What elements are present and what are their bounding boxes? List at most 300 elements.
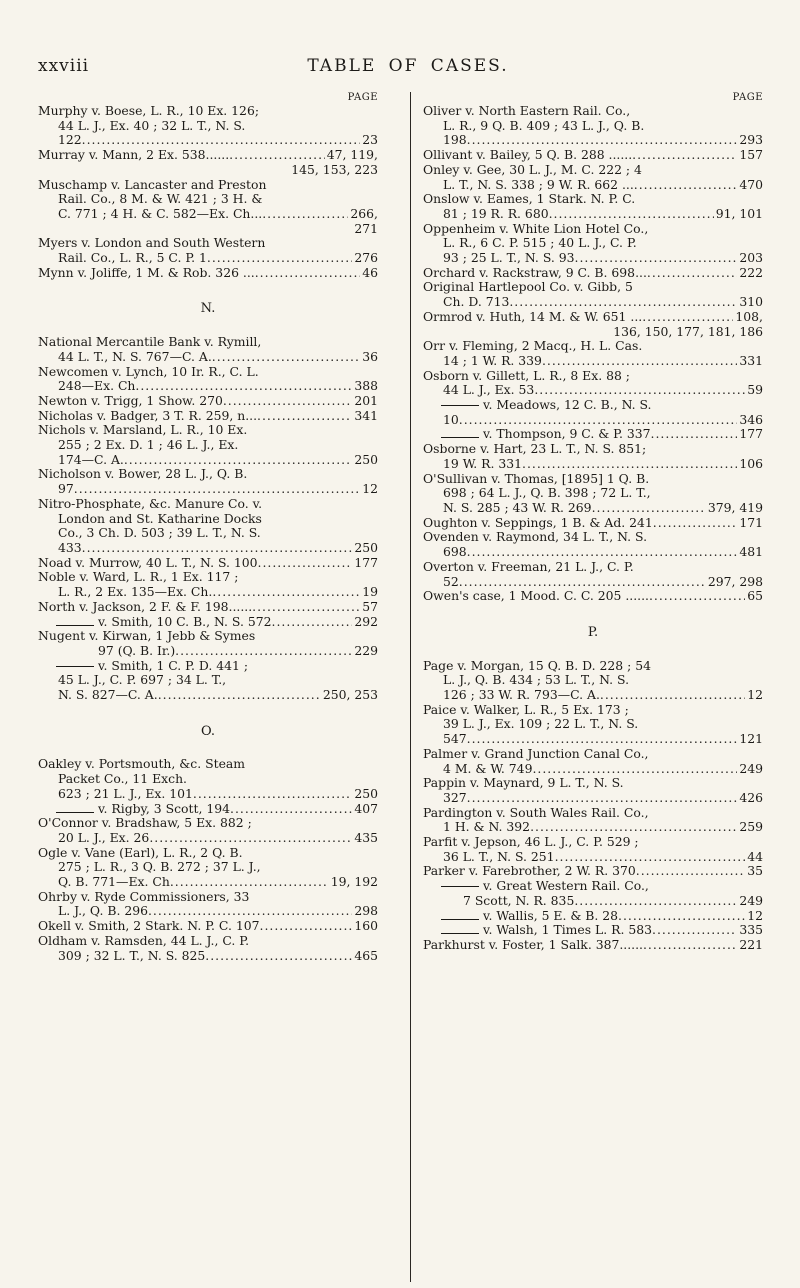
case-line: Nicholson v. Bower, 28 L. J., Q. B.	[38, 466, 248, 482]
case-line: Noble v. Ward, L. R., 1 Ex. 117 ;	[38, 569, 239, 585]
case-line: Oakley v. Portsmouth, &c. Steam	[38, 756, 246, 772]
page-number: 250	[354, 539, 378, 555]
case-line: L. R., 6 C. P. 515 ; 40 L. J., C. P.	[443, 235, 637, 251]
page-number: 341	[354, 407, 378, 423]
case-entry	[423, 104, 763, 148]
page-title: TABLE OF CASES.	[307, 56, 509, 76]
case-reference-row	[423, 427, 763, 442]
dot-leader	[205, 949, 352, 964]
case-citation: 248—Ex. Ch	[58, 378, 136, 394]
case-citation: Murray v. Mann, 2 Ex. 538......	[38, 147, 230, 163]
case-citation: Orchard v. Rackstraw, 9 C. B. 698...	[423, 264, 647, 280]
case-entry	[423, 703, 763, 747]
case-entry	[423, 398, 763, 427]
case-entry	[423, 530, 763, 559]
case-reference-row	[423, 820, 763, 835]
case-reference-row	[423, 688, 763, 703]
ditto-dash	[441, 919, 479, 920]
page-number: 292	[354, 613, 378, 629]
case-citation: Parker v. Farebrother, 2 W. R. 370	[423, 863, 636, 879]
case-entry	[38, 394, 378, 409]
case-line: L. R., 9 Q. B. 409 ; 43 L. J., Q. B.	[443, 117, 645, 133]
dot-leader	[618, 909, 745, 924]
case-reference-row	[38, 266, 378, 281]
page-number: 379, 419	[707, 499, 763, 515]
case-line: Pardington v. South Wales Rail. Co.,	[423, 804, 649, 820]
ditto-dash	[441, 405, 479, 406]
page-number: 293	[739, 132, 763, 148]
page-number: 331	[739, 352, 763, 368]
case-line: 698 ; 64 L. J., Q. B. 398 ; 72 L. T.,	[443, 485, 651, 501]
case-citation: 698	[443, 544, 467, 560]
case-citation: C. 771 ; 4 H. & C. 582—Ex. Ch...	[58, 205, 263, 221]
case-line: National Mercantile Bank v. Rymill,	[38, 334, 262, 350]
case-citation: 20 L. J., Ex. 26	[58, 829, 150, 845]
case-reference-row	[38, 875, 378, 890]
case-entry	[38, 104, 378, 148]
dot-leader	[207, 251, 352, 266]
dot-leader	[600, 688, 745, 703]
case-text: v. Smith, 1 C. P. D. 441 ;	[98, 657, 249, 673]
case-entry	[423, 266, 763, 281]
dot-leader	[229, 148, 325, 163]
case-line: Nugent v. Kirwan, 1 Jebb & Symes	[38, 628, 256, 644]
case-reference-row	[38, 644, 378, 659]
case-line: Onley v. Gee, 30 L. J., M. C. 222 ; 4	[423, 161, 642, 177]
page-number: 249	[739, 760, 763, 776]
page-number: 346	[739, 411, 763, 427]
case-entry	[423, 369, 763, 398]
case-reference-row	[423, 864, 763, 879]
case-entry	[423, 192, 763, 221]
case-line: Oldham v. Ramsden, 44 L. J., C. P.	[38, 932, 250, 948]
case-entry	[423, 148, 763, 163]
page-number: 259	[739, 819, 763, 835]
dot-leader	[223, 394, 352, 409]
case-line: Overton v. Freeman, 21 L. J., C. P.	[423, 558, 634, 574]
dot-leader	[257, 409, 352, 424]
dot-leader	[642, 310, 733, 325]
dot-leader	[530, 820, 737, 835]
case-citation: Ch. D. 713	[443, 294, 510, 310]
case-entry	[423, 659, 763, 703]
case-entry	[423, 339, 763, 368]
case-citation: 7 Scott, N. R. 835	[463, 892, 575, 908]
case-citation: 309 ; 32 L. T., N. S. 825	[58, 947, 206, 963]
page-number: 57	[362, 598, 378, 614]
page-folio: xxviii	[38, 56, 90, 76]
case-citation: Ollivant v. Bailey, 5 Q. B. 288 ......	[423, 147, 633, 163]
case-citation: N. S. 827—C. A.	[58, 687, 158, 703]
case-entry	[38, 556, 378, 571]
case-citation: 623 ; 21 L. J., Ex. 101	[58, 785, 193, 801]
case-line: Original Hartlepool Co. v. Gibb, 5	[423, 279, 633, 295]
dot-leader	[574, 894, 737, 909]
dot-leader	[542, 354, 737, 369]
case-citation: v. Walsh, 1 Times L. R. 583	[483, 922, 653, 938]
case-citation: v. Thompson, 9 C. & P. 337	[483, 426, 651, 442]
case-line: Paice v. Walker, L. R., 5 Ex. 173 ;	[423, 701, 629, 717]
page-number: 177	[739, 426, 763, 442]
dot-leader	[534, 383, 745, 398]
case-reference-row	[38, 453, 378, 468]
case-citation: v. Rigby, 3 Scott, 194	[98, 800, 230, 816]
case-reference-row	[38, 831, 378, 846]
ditto-dash	[56, 812, 94, 813]
ditto-dash	[56, 625, 94, 626]
case-citation: 1 H. & N. 392	[443, 819, 531, 835]
page-number: 12	[362, 481, 378, 497]
page-number: 266,	[350, 205, 378, 221]
case-reference-row	[423, 133, 763, 148]
case-reference-row	[423, 148, 763, 163]
case-entry	[38, 266, 378, 281]
case-entry	[38, 365, 378, 394]
case-line: Oliver v. North Eastern Rail. Co.,	[423, 103, 631, 118]
case-entry	[423, 163, 763, 192]
dot-leader	[170, 875, 329, 890]
page-number: 171	[739, 514, 763, 530]
dot-leader	[149, 831, 352, 846]
page-number: 160	[354, 918, 378, 934]
case-line: Co., 3 Ch. D. 503 ; 39 L. T., N. S.	[58, 525, 261, 541]
page-number: 388	[354, 378, 378, 394]
case-line: 45 L. J., C. P. 697 ; 34 L. T.,	[58, 672, 227, 688]
case-reference-row	[423, 207, 763, 222]
case-citation: 4 M. & W. 749	[443, 760, 533, 776]
case-line: 39 L. J., Ex. 109 ; 22 L. T., N. S.	[443, 716, 639, 732]
case-text: v. Meadows, 12 C. B., N. S.	[483, 397, 652, 413]
case-citation: 10	[443, 411, 459, 427]
case-line: O'Connor v. Bradshaw, 5 Ex. 882 ;	[38, 815, 252, 831]
dot-leader	[193, 787, 352, 802]
case-citation: Parkhurst v. Foster, 1 Salk. 387......	[423, 936, 643, 952]
case-entry	[38, 846, 378, 890]
case-citation: 93 ; 25 L. T., N. S. 93	[443, 250, 575, 266]
case-reference-row	[423, 383, 763, 398]
dot-leader	[636, 864, 745, 879]
case-reference-row	[38, 409, 378, 424]
page-number: 470	[739, 176, 763, 192]
case-entry	[423, 879, 763, 908]
case-line: Ogle v. Vane (Earl), L. R., 2 Q. B.	[38, 844, 243, 860]
case-text: v. Great Western Rail. Co.,	[483, 878, 649, 894]
case-entry	[38, 600, 378, 615]
case-reference-row	[423, 295, 763, 310]
page-number: 46	[362, 264, 378, 280]
case-line: Rail. Co., 8 M. & W. 421 ; 3 H. &	[58, 191, 263, 207]
page-column-label: PAGE	[347, 92, 378, 103]
case-reference-row	[38, 556, 378, 571]
column-divider	[410, 92, 411, 1282]
page-number: 203	[739, 250, 763, 266]
page-number: 19	[362, 584, 378, 600]
case-citation: 547	[443, 731, 467, 747]
case-line: O'Sullivan v. Thomas, [1895] 1 Q. B.	[423, 470, 650, 486]
case-entry	[423, 923, 763, 938]
case-line: Newcomen v. Lynch, 10 Ir. R., C. L.	[38, 363, 259, 379]
dot-leader	[522, 457, 737, 472]
case-reference-row	[423, 762, 763, 777]
case-entry	[38, 497, 378, 556]
case-reference-row	[38, 688, 378, 703]
case-line: L. J., Q. B. 434 ; 53 L. T., N. S.	[443, 672, 630, 688]
case-citation: 44 L. J., Ex. 53	[443, 382, 535, 398]
case-citation: Okell v. Smith, 2 Stark. N. P. C. 107	[38, 918, 260, 934]
case-citation: Owen's case, 1 Mood. C. C. 205 ......	[423, 588, 649, 604]
case-reference-row	[38, 541, 378, 556]
case-citation: North v. Jackson, 2 F. & F. 198......	[38, 598, 253, 614]
dot-leader	[575, 251, 738, 266]
page-number-continued: 145, 153, 223	[291, 161, 378, 177]
case-reference-row	[38, 379, 378, 394]
case-entry	[423, 222, 763, 266]
case-entry	[38, 148, 378, 177]
case-line: Palmer v. Grand Junction Canal Co.,	[423, 745, 649, 761]
case-reference-row	[38, 904, 378, 919]
case-citation: v. Wallis, 5 E. & B. 28	[483, 907, 619, 923]
dot-leader	[230, 802, 352, 817]
case-line: Murphy v. Boese, L. R., 10 Ex. 126;	[38, 103, 260, 118]
case-reference-row	[38, 482, 378, 497]
case-entry	[38, 659, 378, 703]
case-citation: 44 L. T., N. S. 767—C. A.	[58, 348, 212, 364]
case-reference-row	[423, 310, 763, 325]
case-citation: N. S. 285 ; 43 W. R. 269	[443, 499, 592, 515]
case-reference-row	[38, 585, 378, 600]
case-entry	[38, 934, 378, 963]
page-number: 407	[354, 800, 378, 816]
case-line: Oppenheim v. White Lion Hotel Co.,	[423, 220, 649, 236]
case-citation: 433	[58, 539, 82, 555]
dot-leader	[175, 644, 352, 659]
page-number: 310	[739, 294, 763, 310]
page-number: 157	[739, 147, 763, 163]
case-citation: 97	[58, 481, 74, 497]
page-number: 44	[747, 848, 763, 864]
case-citation: 36 L. T., N. S. 251	[443, 848, 555, 864]
running-head	[28, 56, 788, 86]
case-reference-row	[423, 894, 763, 909]
page-number: 108,	[735, 308, 763, 324]
case-line: Page v. Morgan, 15 Q. B. D. 228 ; 54	[423, 657, 651, 673]
case-entry	[38, 615, 378, 630]
case-line	[38, 659, 378, 674]
dot-leader	[74, 482, 360, 497]
dot-leader	[467, 133, 738, 148]
dot-leader	[212, 585, 360, 600]
page-number: 201	[354, 392, 378, 408]
case-entry	[423, 909, 763, 924]
dot-leader	[467, 545, 738, 560]
dot-leader	[532, 762, 737, 777]
case-reference-row	[423, 413, 763, 428]
page-number: 222	[739, 264, 763, 280]
case-line: Orr v. Fleming, 2 Macq., H. L. Cas.	[423, 338, 643, 354]
case-line	[423, 398, 763, 413]
case-reference-row	[423, 791, 763, 806]
case-line: 44 L. J., Ex. 40 ; 32 L. T., N. S.	[58, 117, 246, 133]
case-line: Ohrby v. Ryde Commissioners, 33	[38, 888, 250, 904]
case-line: Ovenden v. Raymond, 34 L. T., N. S.	[423, 529, 648, 545]
case-citation: Ormrod v. Huth, 14 M. & W. 651 ...	[423, 308, 643, 324]
page-number-continued: 136, 150, 177, 181, 186	[613, 323, 763, 339]
case-line: Packet Co., 11 Exch.	[58, 771, 187, 787]
case-citation: Noad v. Murrow, 40 L. T., N. S. 100	[38, 554, 258, 570]
case-reference-row	[423, 501, 763, 516]
page-number: 297, 298	[707, 573, 763, 589]
case-line: 275 ; L. R., 3 Q. B. 272 ; 37 L. J.,	[58, 859, 261, 875]
section-letter: N.	[200, 301, 216, 317]
dot-leader	[258, 556, 353, 571]
page-number: 23	[362, 132, 378, 148]
case-entry	[38, 757, 378, 801]
dot-leader	[643, 938, 737, 953]
case-entry	[38, 570, 378, 599]
case-line: Onslow v. Eames, 1 Stark. N. P. C.	[423, 191, 636, 207]
right-column	[423, 92, 763, 953]
dot-leader	[592, 501, 706, 516]
case-reference-row	[38, 802, 378, 817]
case-line: Nichols v. Marsland, L. R., 10 Ex.	[38, 422, 248, 438]
section-letter: P.	[587, 624, 599, 640]
case-line: Parfit v. Jepson, 46 L. J., C. P. 529 ;	[423, 834, 639, 850]
case-citation: 198	[443, 132, 467, 148]
case-citation: L. R., 2 Ex. 135—Ex. Ch.	[58, 584, 213, 600]
case-citation: L. T., N. S. 338 ; 9 W. R. 662 ...	[443, 176, 634, 192]
dot-leader	[549, 207, 714, 222]
case-citation: 14 ; 1 W. R. 339	[443, 352, 542, 368]
case-citation: v. Smith, 10 C. B., N. S. 572	[98, 613, 272, 629]
case-reference-row	[38, 949, 378, 964]
case-entry	[38, 629, 378, 658]
case-entry	[423, 310, 763, 339]
dot-leader	[82, 541, 353, 556]
left-column	[38, 92, 378, 963]
case-reference-row	[423, 923, 763, 938]
page-number: 221	[739, 936, 763, 952]
ditto-dash	[441, 886, 479, 887]
dot-leader	[509, 295, 737, 310]
case-reference-row	[38, 148, 378, 163]
case-entry	[423, 806, 763, 835]
case-reference-row	[38, 251, 378, 266]
ditto-dash	[56, 666, 94, 667]
page-number: 106	[739, 455, 763, 471]
case-entry	[38, 816, 378, 845]
case-line	[423, 879, 763, 894]
page-number: 335	[739, 922, 763, 938]
case-citation: 126 ; 33 W. R. 793—C. A.	[443, 687, 600, 703]
page-number: 250	[354, 785, 378, 801]
ditto-dash	[441, 933, 479, 934]
case-reference-row	[423, 909, 763, 924]
page-number: 91, 101	[715, 205, 763, 221]
case-line: Osborn v. Gillett, L. R., 8 Ex. 88 ;	[423, 367, 630, 383]
case-entry	[423, 442, 763, 471]
case-line: Nitro-Phosphate, &c. Manure Co. v.	[38, 495, 263, 511]
page-number-continued: 271	[354, 220, 378, 236]
page-number: 249	[739, 892, 763, 908]
ditto-dash	[441, 437, 479, 438]
case-reference-row	[423, 354, 763, 369]
case-reference-row	[423, 457, 763, 472]
case-entry	[423, 938, 763, 953]
case-reference-row	[423, 516, 763, 531]
case-citation: 174—C. A.	[58, 451, 124, 467]
case-reference-row	[38, 919, 378, 934]
page-number: 465	[354, 947, 378, 963]
dot-leader	[212, 350, 360, 365]
dot-leader	[651, 427, 738, 442]
section-letter: O.	[200, 723, 216, 739]
case-citation: Nicholas v. Badger, 3 T. R. 259, n...	[38, 407, 258, 423]
page-number: 229	[354, 642, 378, 658]
dot-leader	[158, 688, 321, 703]
case-reference-row	[423, 266, 763, 281]
page-number: 276	[354, 250, 378, 266]
case-entry	[423, 280, 763, 309]
page-number: 59	[747, 382, 763, 398]
dot-leader	[148, 904, 352, 919]
case-citation: 19 W. R. 331	[443, 455, 523, 471]
case-citation: Rail. Co., L. R., 5 C. P. 1	[58, 250, 207, 266]
dot-leader	[135, 379, 352, 394]
case-entry	[38, 919, 378, 934]
dot-leader	[272, 615, 353, 630]
case-entry	[38, 467, 378, 496]
case-entry	[38, 335, 378, 364]
dot-leader	[632, 148, 737, 163]
case-entry	[423, 427, 763, 442]
case-reference-row	[423, 251, 763, 266]
page-number: 298	[354, 903, 378, 919]
case-entry	[423, 747, 763, 776]
dot-leader	[634, 178, 738, 193]
page-number: 426	[739, 789, 763, 805]
case-citation: 122	[58, 132, 82, 148]
case-line: London and St. Katharine Docks	[58, 510, 262, 526]
case-citation: Q. B. 771—Ex. Ch	[58, 874, 170, 890]
dot-leader	[260, 919, 353, 934]
page-number: 65	[747, 588, 763, 604]
page-number: 250	[354, 451, 378, 467]
dot-leader	[652, 923, 737, 938]
case-reference-row	[38, 787, 378, 802]
case-reference-row	[38, 394, 378, 409]
case-reference-row	[423, 545, 763, 560]
case-entry	[423, 776, 763, 805]
page-number: 19, 192	[330, 874, 378, 890]
case-entry	[423, 589, 763, 604]
case-reference-row	[423, 850, 763, 865]
dot-leader	[82, 133, 361, 148]
case-reference-row	[423, 178, 763, 193]
case-reference-row	[423, 732, 763, 747]
page-number: 250, 253	[322, 687, 378, 703]
dot-leader	[459, 575, 706, 590]
dot-leader	[467, 732, 738, 747]
case-line: 255 ; 2 Ex. D. 1 ; 46 L. J., Ex.	[58, 437, 239, 453]
page-number: 12	[747, 687, 763, 703]
case-reference-row	[38, 207, 378, 222]
case-citation: 81 ; 19 R. R. 680	[443, 205, 549, 221]
dot-leader	[124, 453, 353, 468]
case-line: Muschamp v. Lancaster and Preston	[38, 176, 267, 192]
case-citation: 327	[443, 789, 467, 805]
case-reference-row	[423, 938, 763, 953]
case-reference-row	[423, 589, 763, 604]
